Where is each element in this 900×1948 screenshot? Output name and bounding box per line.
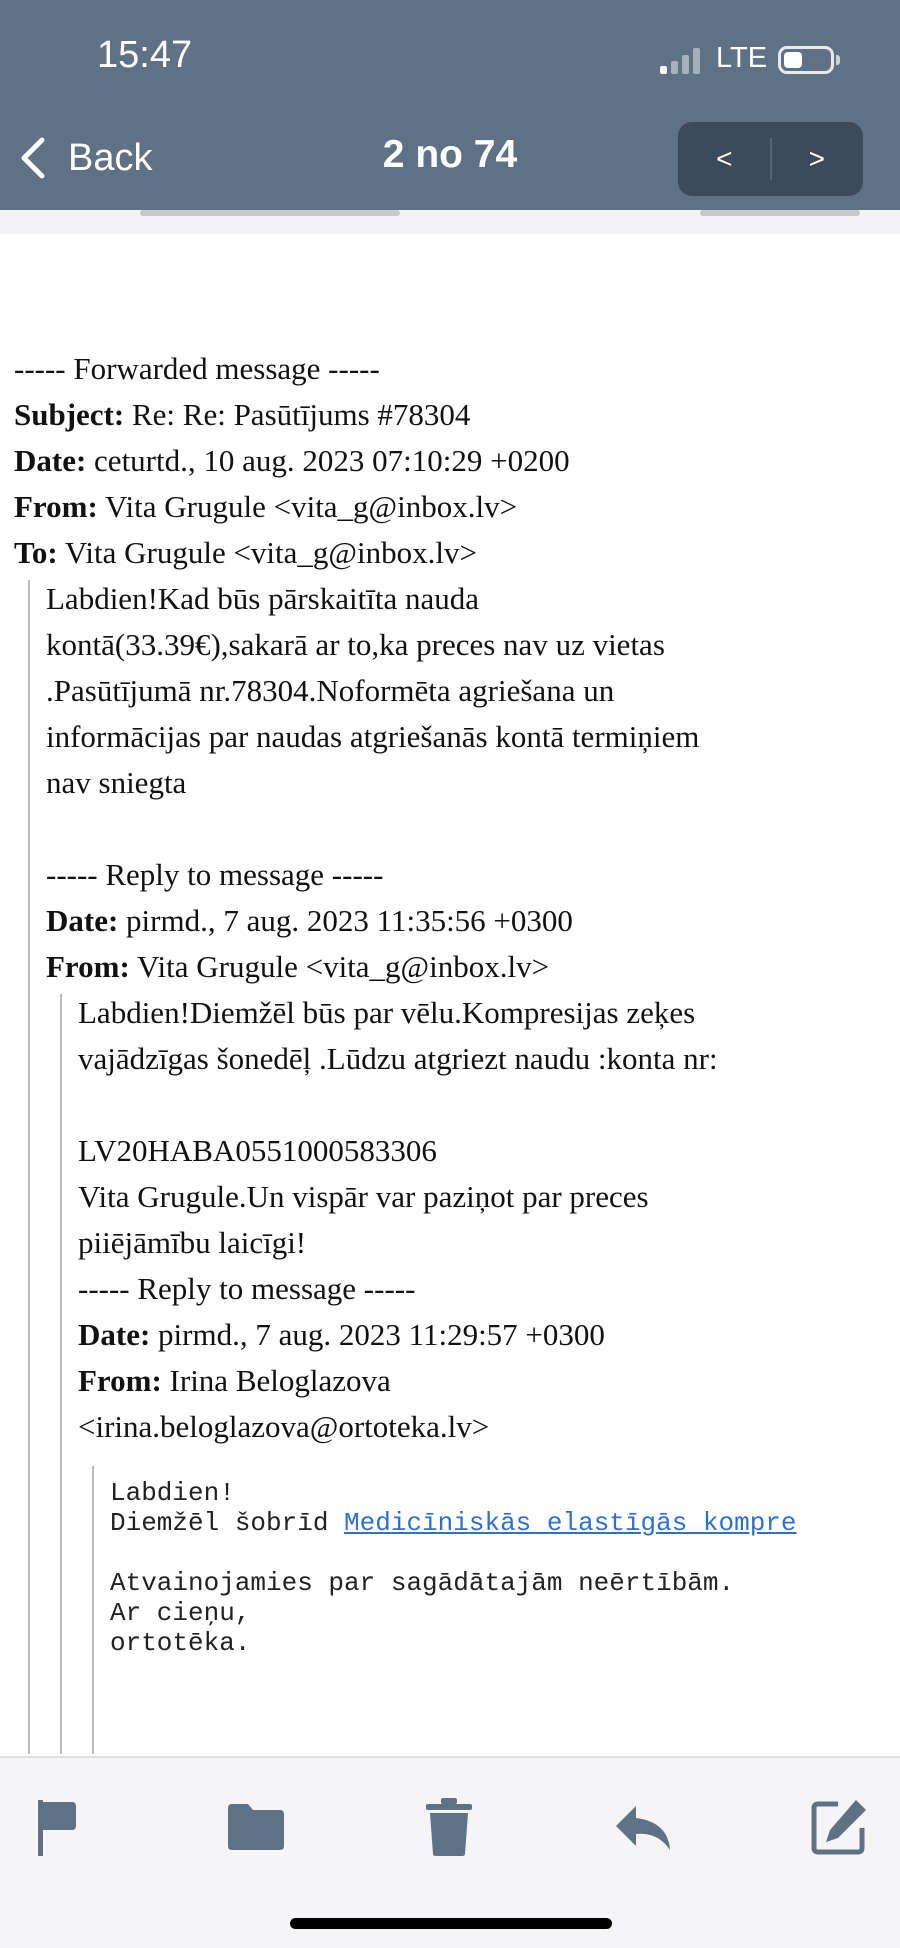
- quoted-message-1: [46, 576, 896, 990]
- subject-line: Subject: Re: Re: Pasūtījums #78304: [14, 397, 471, 432]
- previous-message-button[interactable]: <: [716, 143, 733, 174]
- body-line: kontā(33.39€),sakarā ar to,ka preces nav uz vietas: [46, 627, 665, 662]
- quote-bar-3: [92, 1466, 94, 1754]
- from-line: From: Vita Grugule <vita_g@inbox.lv>: [14, 489, 518, 524]
- quote-line-with-link: Diemžēl šobrīd Medicīniskās elastīgās kompre: [110, 1508, 797, 1538]
- message-body: [0, 234, 900, 1754]
- quote-line: Ar cieņu,: [110, 1598, 251, 1628]
- quote-bar-2: [60, 994, 62, 1754]
- navigation-header: [0, 0, 900, 210]
- battery-tip: [836, 55, 840, 65]
- next-message-button[interactable]: >: [808, 143, 825, 174]
- blank-line: [110, 1538, 900, 1568]
- body-line: .Pasūtījumā nr.78304.Noformēta agriešana un: [46, 673, 615, 708]
- blank-line: [78, 1082, 898, 1128]
- compose-icon[interactable]: [804, 1792, 874, 1862]
- reply-from-email: <irina.beloglazova@ortoteka.lv>: [78, 1409, 490, 1444]
- body-line: Labdien!Kad būs pārskaitīta nauda: [46, 581, 479, 616]
- message-nav-control: [678, 122, 863, 196]
- reply-from-line: From: Vita Grugule <vita_g@inbox.lv>: [46, 949, 550, 984]
- reply-body-line: Labdien!Diemžēl būs par vēlu.Kompresijas zeķes: [78, 995, 696, 1030]
- reply-body-line: piiējāmību laicīgi!: [78, 1225, 307, 1260]
- product-link[interactable]: Medicīniskās elastīgās kompre: [344, 1508, 797, 1538]
- nav-divider: [770, 138, 772, 180]
- body-line: informācijas par naudas atgriešanās kontā termiņiem: [46, 719, 700, 754]
- signal-icon: [660, 48, 704, 74]
- back-button[interactable]: [18, 130, 152, 186]
- home-indicator: [290, 1918, 612, 1929]
- reply-date-line: Date: pirmd., 7 aug. 2023 11:35:56 +0300: [46, 903, 573, 938]
- scrolled-header-remnant: [0, 210, 900, 234]
- quote-line: Atvainojamies par sagādātajām neērtībām.: [110, 1568, 735, 1598]
- quote-line: Labdien!: [110, 1478, 235, 1508]
- quoted-message-3: [110, 1478, 900, 1658]
- quote-bar-1: [28, 580, 30, 1754]
- message-counter: 2 no 74: [382, 133, 518, 176]
- trash-icon[interactable]: [414, 1792, 484, 1862]
- reply-icon[interactable]: [608, 1792, 678, 1862]
- flag-icon[interactable]: [24, 1792, 94, 1862]
- quote-line: ortotēka.: [110, 1628, 251, 1658]
- date-line: Date: ceturtd., 10 aug. 2023 07:10:29 +0200: [14, 443, 570, 478]
- reply-body-line: vajādzīgas šonedēļ .Lūdzu atgriezt naudu :konta nr:: [78, 1041, 718, 1076]
- status-time: 15:47: [97, 34, 193, 76]
- reply-date-line: Date: pirmd., 7 aug. 2023 11:29:57 +0300: [78, 1317, 605, 1352]
- forwarded-header: [14, 346, 894, 576]
- back-label: Back: [68, 136, 153, 179]
- blank-line: [46, 806, 896, 852]
- reply-header: ----- Reply to message -----: [46, 857, 384, 892]
- battery-icon: [778, 46, 834, 74]
- chevron-left-icon: [18, 136, 48, 180]
- reply-body-line: Vita Grugule.Un vispār var paziņot par preces: [78, 1179, 649, 1214]
- body-line: nav sniegta: [46, 765, 187, 800]
- reply-from-line: From: Irina Beloglazova: [78, 1363, 391, 1398]
- account-number: LV20HABA0551000583306: [78, 1133, 437, 1168]
- folder-icon[interactable]: [220, 1792, 290, 1862]
- reply-header: ----- Reply to message -----: [78, 1271, 416, 1306]
- forward-title: ----- Forwarded message -----: [14, 351, 380, 386]
- to-line: To: Vita Grugule <vita_g@inbox.lv>: [14, 535, 477, 570]
- network-label: LTE: [716, 42, 768, 74]
- quoted-message-2: [78, 990, 898, 1450]
